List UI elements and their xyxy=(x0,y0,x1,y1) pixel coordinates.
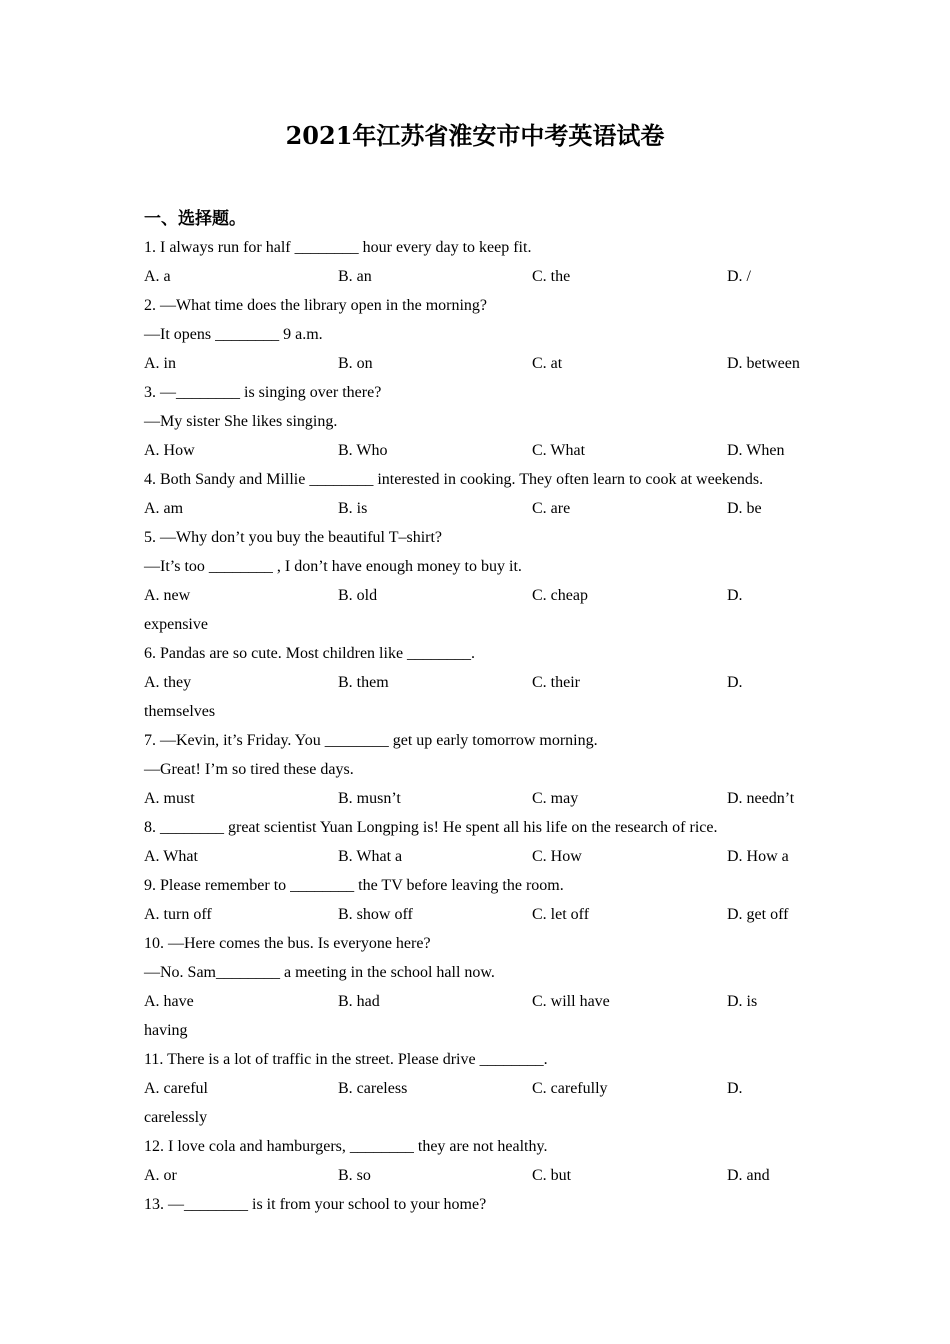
option-d: D. and xyxy=(727,1167,770,1184)
option-a: A. careful xyxy=(144,1080,208,1097)
option-d-continued: themselves xyxy=(144,703,216,720)
option-d: D. xyxy=(727,587,743,604)
option-a: A. a xyxy=(144,268,171,285)
option-b: B. had xyxy=(338,993,380,1010)
option-c: C. may xyxy=(532,790,579,807)
question-dialogue-line: —No. Sam________ a meeting in the school hall now. xyxy=(144,964,495,981)
option-b: B. show off xyxy=(338,906,413,923)
option-a: A. turn off xyxy=(144,906,212,923)
option-b: B. Who xyxy=(338,442,388,459)
option-b: B. on xyxy=(338,355,373,372)
question-dialogue-line: —My sister She likes singing. xyxy=(144,413,338,430)
question-10 xyxy=(144,929,824,1045)
question-1 xyxy=(144,233,824,291)
answer-options xyxy=(144,842,824,871)
question-list xyxy=(144,233,824,1219)
option-a: A. How xyxy=(144,442,195,459)
answer-options xyxy=(144,1161,824,1190)
answer-options xyxy=(144,581,824,610)
question-7 xyxy=(144,726,824,813)
option-d: D. needn’t xyxy=(727,790,795,807)
question-stem: 11. There is a lot of traffic in the street. Please drive ________. xyxy=(144,1051,548,1068)
option-a: A. have xyxy=(144,993,194,1010)
option-c: C. cheap xyxy=(532,587,588,604)
answer-options xyxy=(144,349,824,378)
question-stem: 2. —What time does the library open in the morning? xyxy=(144,297,488,314)
option-d: D. xyxy=(727,1080,743,1097)
option-a: A. am xyxy=(144,500,184,517)
option-c: C. carefully xyxy=(532,1080,608,1097)
question-4 xyxy=(144,465,824,523)
question-8 xyxy=(144,813,824,871)
answer-options xyxy=(144,900,824,929)
section-heading: 一、选择题。 xyxy=(144,209,246,229)
option-a: A. they xyxy=(144,674,192,691)
option-d-continued: carelessly xyxy=(144,1109,208,1126)
option-d: D. between xyxy=(727,355,800,372)
option-c: C. let off xyxy=(532,906,590,923)
question-2 xyxy=(144,291,824,378)
option-d: D. be xyxy=(727,500,762,517)
option-d: D. When xyxy=(727,442,785,459)
answer-options xyxy=(144,987,824,1016)
option-a: A. must xyxy=(144,790,195,807)
option-a: A. or xyxy=(144,1167,177,1184)
question-dialogue-line: —Great! I’m so tired these days. xyxy=(144,761,354,778)
answer-options xyxy=(144,494,824,523)
question-12 xyxy=(144,1132,824,1190)
option-a: A. in xyxy=(144,355,176,372)
question-stem: 10. —Here comes the bus. Is everyone here? xyxy=(144,935,431,952)
option-c: C. How xyxy=(532,848,582,865)
question-13 xyxy=(144,1190,824,1219)
answer-options xyxy=(144,436,824,465)
option-d: D. is xyxy=(727,993,758,1010)
question-stem: 7. —Kevin, it’s Friday. You ________ get up early tomorrow morning. xyxy=(144,732,598,749)
question-stem: 13. —________ is it from your school to your home? xyxy=(144,1196,487,1213)
option-d-continued: having xyxy=(144,1022,188,1039)
option-c: C. the xyxy=(532,268,571,285)
answer-options xyxy=(144,1074,824,1103)
question-9 xyxy=(144,871,824,929)
question-11 xyxy=(144,1045,824,1132)
option-a: A. What xyxy=(144,848,198,865)
question-stem: 9. Please remember to ________ the TV before leaving the room. xyxy=(144,877,564,894)
question-stem: 6. Pandas are so cute. Most children like ________. xyxy=(144,645,476,662)
page-title: 2021年江苏省淮安市中考英语试卷 xyxy=(285,121,665,150)
option-b: B. careless xyxy=(338,1080,408,1097)
option-d-continued: expensive xyxy=(144,616,208,633)
option-a: A. new xyxy=(144,587,191,604)
option-c: C. their xyxy=(532,674,580,691)
question-stem: 12. I love cola and hamburgers, ________ they are not healthy. xyxy=(144,1138,548,1155)
option-d: D. get off xyxy=(727,906,789,923)
question-stem: 1. I always run for half ________ hour every day to keep fit. xyxy=(144,239,532,256)
option-b: B. musn’t xyxy=(338,790,401,807)
question-5 xyxy=(144,523,824,639)
answer-options xyxy=(144,784,824,813)
option-d: D. How a xyxy=(727,848,789,865)
question-stem: 4. Both Sandy and Millie ________ interested in cooking. They often learn to cook at weekends. xyxy=(144,471,764,488)
question-stem: 8. ________ great scientist Yuan Longping is! He spent all his life on the research of rice. xyxy=(144,819,718,836)
option-d: D. xyxy=(727,674,743,691)
question-stem: 3. —________ is singing over there? xyxy=(144,384,382,401)
option-d: D. / xyxy=(727,268,751,285)
question-3 xyxy=(144,378,824,465)
option-b: B. What a xyxy=(338,848,403,865)
option-c: C. will have xyxy=(532,993,610,1010)
option-c: C. What xyxy=(532,442,586,459)
question-dialogue-line: —It opens ________ 9 a.m. xyxy=(144,326,323,343)
option-b: B. so xyxy=(338,1167,371,1184)
option-c: C. but xyxy=(532,1167,572,1184)
option-c: C. at xyxy=(532,355,563,372)
answer-options xyxy=(144,668,824,697)
answer-options xyxy=(144,262,824,291)
option-c: C. are xyxy=(532,500,571,517)
option-b: B. old xyxy=(338,587,378,604)
question-6 xyxy=(144,639,824,726)
question-stem: 5. —Why don’t you buy the beautiful T–shirt? xyxy=(144,529,443,546)
option-b: B. them xyxy=(338,674,389,691)
option-b: B. an xyxy=(338,268,372,285)
question-dialogue-line: —It’s too ________ , I don’t have enough money to buy it. xyxy=(144,558,522,575)
option-b: B. is xyxy=(338,500,368,517)
